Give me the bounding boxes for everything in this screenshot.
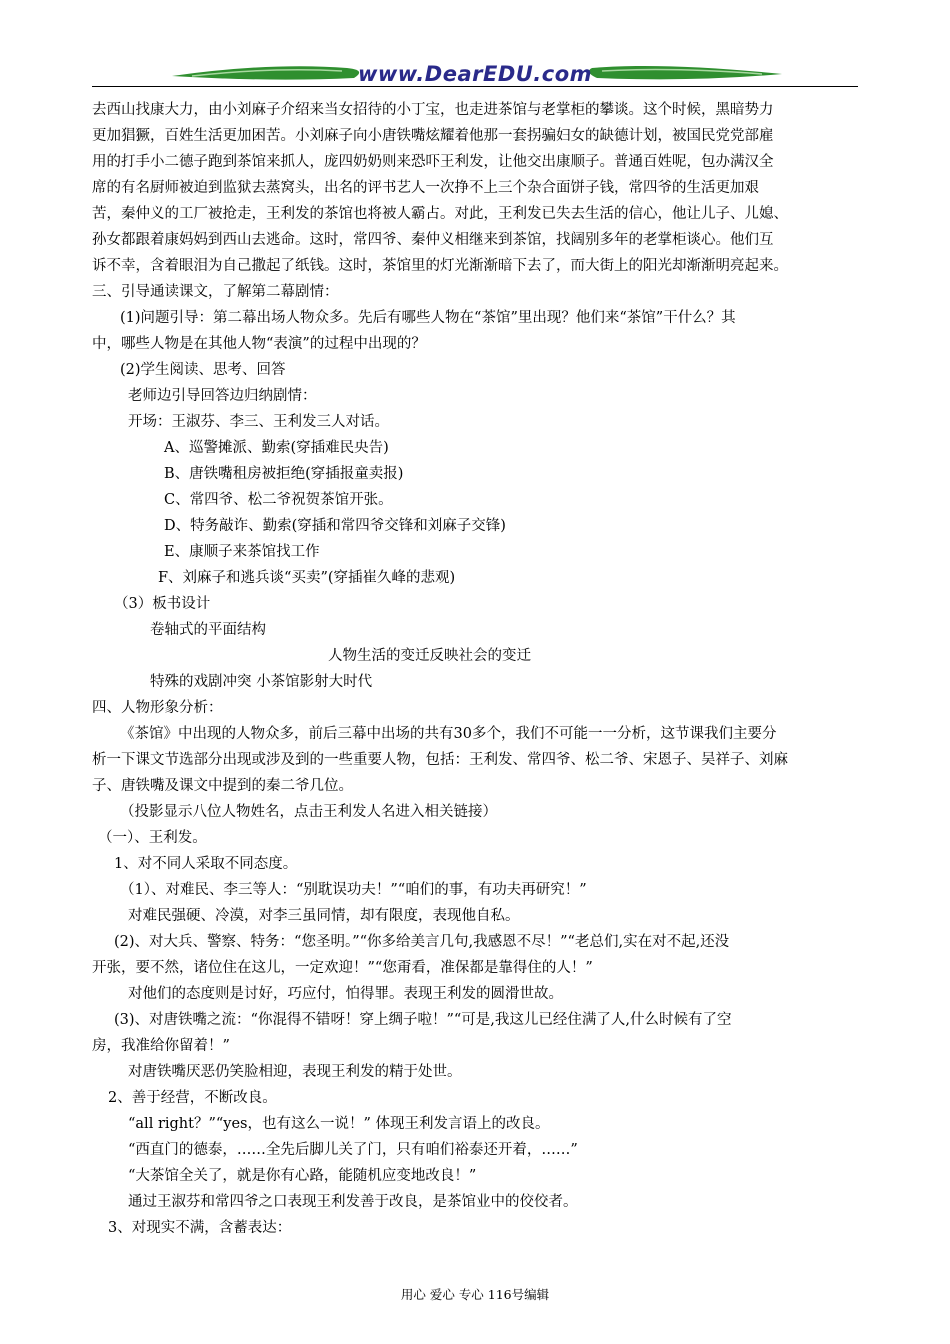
text-line: 子、唐铁嘴及课文中提到的秦二爷几位。 bbox=[92, 778, 353, 794]
text-line: 更加猖獗，百姓生活更加困苦。小刘麻子向小唐铁嘴炫耀着他那一套拐骗妇女的缺德计划，被国民党党部雇 bbox=[92, 128, 774, 144]
text-line: (3)、对唐铁嘴之流：“你混得不错呀！穿上绸子啦！”“可是,我这儿已经住满了人,什么时候有了空 bbox=[114, 1012, 732, 1028]
text-line: 去西山找康大力，由小刘麻子介绍来当女招待的小丁宝，也走进茶馆与老掌柜的攀谈。这个时候，黑暗势力 bbox=[92, 102, 774, 118]
text-line: D、特务敲诈、勤索(穿插和常四爷交锋和刘麻子交锋) bbox=[164, 518, 506, 534]
text-line: 用的打手小二德子跑到茶馆来抓人，庞四奶奶则来恐吓王利发，让他交出康顺子。普通百姓呢，包办满汉全 bbox=[92, 154, 774, 170]
text-line: 卷轴式的平面结构 bbox=[150, 622, 266, 638]
site-logo-text: www.DearEDU.com bbox=[357, 62, 593, 86]
text-line: （3）板书设计 bbox=[114, 596, 211, 612]
text-line: 中，哪些人物是在其他人物“表演”的过程中出现的？ bbox=[92, 336, 426, 352]
text-line: 孙女都跟着康妈妈到西山去逃命。这时，常四爷、秦仲义相继来到茶馆，找阔别多年的老掌柜谈心。他们互 bbox=[92, 232, 774, 248]
text-line: （1）、对难民、李三等人：“别耽误功夫！”“咱们的事，有功夫再研究！” bbox=[120, 882, 587, 898]
text-line: (2)学生阅读、思考、回答 bbox=[120, 362, 286, 378]
text-line: 1、对不同人采取不同态度。 bbox=[114, 856, 298, 872]
text-line: 诉不幸，含着眼泪为自己撒起了纸钱。这时，茶馆里的灯光渐渐暗下去了，而大街上的阳光却渐渐明亮起来。 bbox=[92, 258, 788, 274]
text-line: 《茶馆》中出现的人物众多，前后三幕中出场的共有30多个，我们不可能一一分析，这节课我们主要分 bbox=[120, 726, 777, 742]
text-line: 通过王淑芬和常四爷之口表现王利发善于改良，是茶馆业中的佼佼者。 bbox=[128, 1194, 578, 1210]
text-line: 析一下课文节选部分出现或涉及到的一些重要人物，包括：王利发、常四爷、松二爷、宋恩子、吴祥子、刘麻 bbox=[92, 752, 788, 768]
text-line: 对唐铁嘴厌恶仍笑脸相迎，表现王利发的精于处世。 bbox=[128, 1064, 462, 1080]
text-line: 开场：王淑芬、李三、王利发三人对话。 bbox=[128, 414, 389, 430]
header-rule bbox=[92, 86, 858, 87]
text-line: （一）、王利发。 bbox=[98, 830, 207, 846]
text-line: 房，我准给你留着！” bbox=[92, 1038, 230, 1054]
text-line: (2)、对大兵、警察、特务：“您圣明。”“你多给美言几句,我感恩不尽！”“老总们,实在对不起,还没 bbox=[114, 934, 730, 950]
text-line: 3、对现实不满，含蓄表达： bbox=[108, 1220, 292, 1236]
text-line: (1)问题引导：第二幕出场人物众多。先后有哪些人物在“茶馆”里出现？他们来“茶馆”干什么？其 bbox=[120, 310, 736, 326]
text-line: 苦，秦仲义的工厂被抢走，王利发的茶馆也将被人霸占。对此，王利发已失去生活的信心，他让儿子、儿媳、 bbox=[92, 206, 788, 222]
text-line: 开张，要不然，诸位住在这儿，一定欢迎！”“您甭看，准保都是靠得住的人！” bbox=[92, 960, 593, 976]
page-footer: 用心 爱心 专心 116号编辑 bbox=[400, 1287, 550, 1302]
page-header bbox=[92, 56, 858, 90]
text-line: F、刘麻子和逃兵谈“买卖”(穿插崔久峰的悲观) bbox=[158, 570, 456, 586]
text-line: 对他们的态度则是讨好，巧应付，怕得罪。表现王利发的圆滑世故。 bbox=[128, 986, 563, 1002]
text-line: 四、人物形象分析： bbox=[92, 700, 223, 716]
text-line: C、常四爷、松二爷祝贺茶馆开张。 bbox=[164, 492, 393, 508]
text-line: 三、引导通读课文，了解第二幕剧情： bbox=[92, 284, 339, 300]
text-line: 席的有名厨师被迫到监狱去蒸窝头，出名的评书艺人一次挣不上三个杂合面饼子钱，常四爷的生活更加艰 bbox=[92, 180, 759, 196]
text-line: A、巡警摊派、勤索(穿插难民央告) bbox=[164, 440, 389, 456]
text-line: （投影显示八位人物姓名，点击王利发人名进入相关链接） bbox=[120, 804, 497, 820]
text-line: “all right？”“yes，也有这么一说！” 体现王利发言语上的改良。 bbox=[128, 1116, 550, 1132]
text-line: 对难民强硬、冷漠，对李三虽同情，却有限度，表现他自私。 bbox=[128, 908, 520, 924]
text-line: E、康顺子来茶馆找工作 bbox=[164, 544, 320, 560]
text-line: “大茶馆全关了，就是你有心路，能随机应变地改良！” bbox=[128, 1168, 477, 1184]
text-line: B、唐铁嘴租房被拒绝(穿插报童卖报) bbox=[164, 466, 404, 482]
text-line: 老师边引导回答边归纳剧情： bbox=[128, 388, 317, 404]
text-line: 特殊的戏剧冲突 小茶馆影射大时代 bbox=[150, 674, 373, 690]
text-line: “西直门的德泰，……全先后脚儿关了门，只有咱们裕泰还开着，……” bbox=[128, 1142, 578, 1158]
text-line: 2、善于经营，不断改良。 bbox=[108, 1090, 277, 1106]
document-body bbox=[92, 97, 858, 1241]
text-line: 人物生活的变迁反映社会的变迁 bbox=[328, 648, 531, 664]
